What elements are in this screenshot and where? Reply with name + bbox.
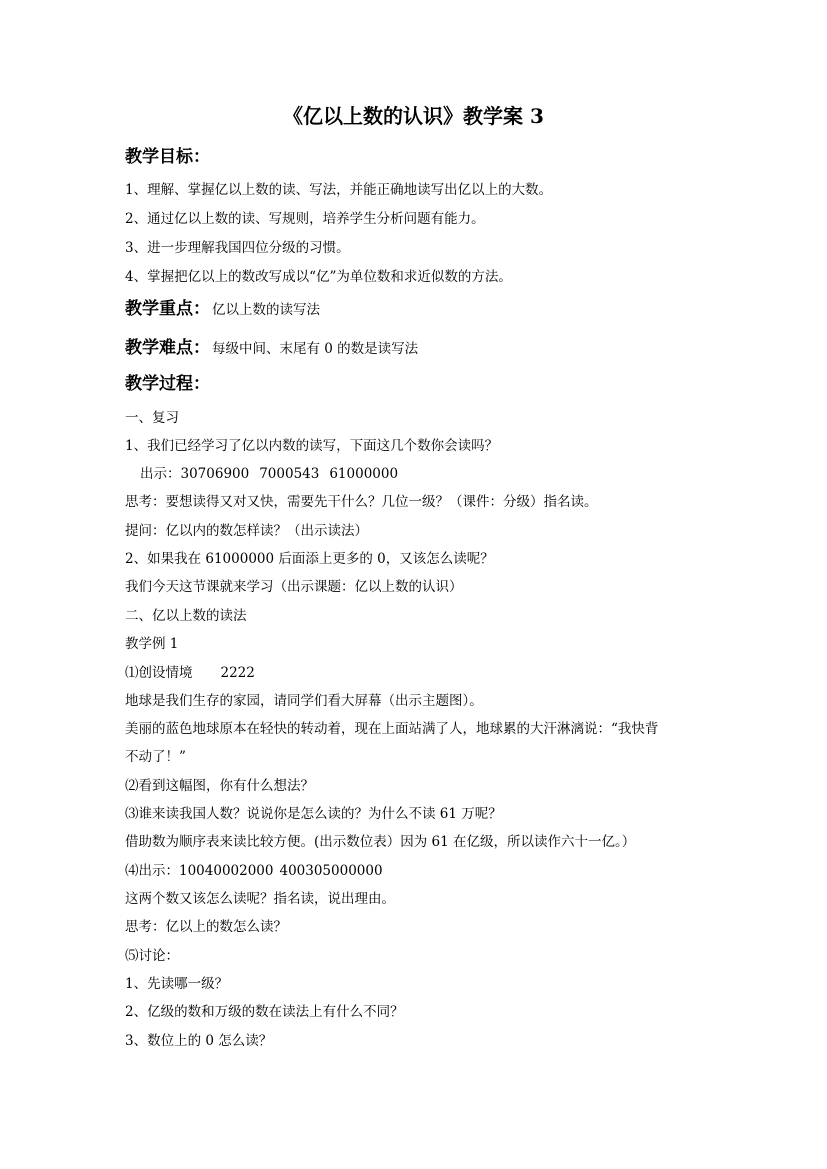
goal-item: 1、理解、掌握亿以上数的读、写法，并能正确地读写出亿以上的大数。 <box>125 182 553 198</box>
document-title: 《亿以上数的认识》教学案 3 <box>283 104 544 128</box>
goal-item: 4、掌握把亿以上的数改写成以“亿”为单位数和求近似数的方法。 <box>125 269 512 285</box>
review-question: 1、我们已经学习了亿以内数的读写，下面这几个数你会读吗？ <box>125 438 499 454</box>
discuss-item: 3、数位上的 0 怎么读？ <box>125 1033 273 1049</box>
paragraph: 不动了！” <box>125 749 186 765</box>
goal-item: 2、通过亿以上数的读、写规则，培养学生分析问题有能力。 <box>125 211 485 227</box>
difficulty-text: 每级中间、末尾有 0 的数是读写法 <box>212 341 419 357</box>
process-heading: 教学过程： <box>125 374 210 394</box>
step-label: ⑷出示： <box>125 863 179 879</box>
difficulty-point <box>125 337 418 360</box>
step-scenario <box>125 664 255 682</box>
paragraph: 这两个数又该怎么读呢？指名读，说出理由。 <box>125 891 395 907</box>
paragraph: 借助数为顺序表来读比较方便。(出示数位表）因为 61 在亿级，所以读作六十一亿。） <box>125 834 636 850</box>
step-text: ⑵看到这幅图，你有什么想法？ <box>125 778 314 794</box>
step-code: 2222 <box>220 665 255 681</box>
discuss-item: 2、亿级的数和万级的数在读法上有什么不同？ <box>125 1004 404 1020</box>
think-text: 思考：要想读得又对又快，需要先干什么？几位一级？（课件：分级）指名读。 <box>125 494 598 510</box>
number: 61000000 <box>329 466 399 482</box>
question-text: 2、如果我在 61000000 后面添上更多的 0，又该怎么读呢？ <box>125 551 494 567</box>
paragraph: 美丽的蓝色地球原本在轻快的转动着，现在上面站满了人，地球累的大汗淋漓说：“我快背 <box>125 721 659 737</box>
number: 30706900 <box>180 466 250 482</box>
show-numbers <box>140 465 398 483</box>
number: 400305000000 <box>279 863 383 879</box>
goal-item: 3、进一步理解我国四位分级的习惯。 <box>125 240 350 256</box>
number: 7000543 <box>259 466 320 482</box>
section-heading: 二、亿以上数的读法 <box>125 608 247 624</box>
discuss-item: 1、先读哪一级？ <box>125 976 229 992</box>
paragraph: 地球是我们生存的家园，请同学们看大屏幕（出示主题图）。 <box>125 693 483 709</box>
key-point <box>125 298 320 321</box>
show-label: 出示： <box>140 466 181 482</box>
key-heading: 教学重点： <box>125 299 210 319</box>
key-text: 亿以上数的读写法 <box>212 302 320 318</box>
discuss-label: ⑸讨论： <box>125 948 179 964</box>
think-text: 思考：亿以上的数怎么读？ <box>125 919 287 935</box>
step-label: ⑴创设情境 <box>125 665 193 681</box>
goal-heading: 教学目标： <box>125 147 210 167</box>
intro-text: 我们今天这节课就来学习（出示课题：亿以上数的认识） <box>125 579 463 595</box>
review-heading: 一、复习 <box>125 410 179 426</box>
step-numbers <box>125 862 383 880</box>
step-text: ⑶谁来读我国人数？说说你是怎么读的？为什么不读 61 万呢？ <box>125 806 502 822</box>
example-label: 教学例 1 <box>125 636 179 652</box>
difficulty-heading: 教学难点： <box>125 338 210 358</box>
ask-text: 提问：亿以内的数怎样读？（出示读法） <box>125 523 368 539</box>
number: 10040002000 <box>179 863 274 879</box>
